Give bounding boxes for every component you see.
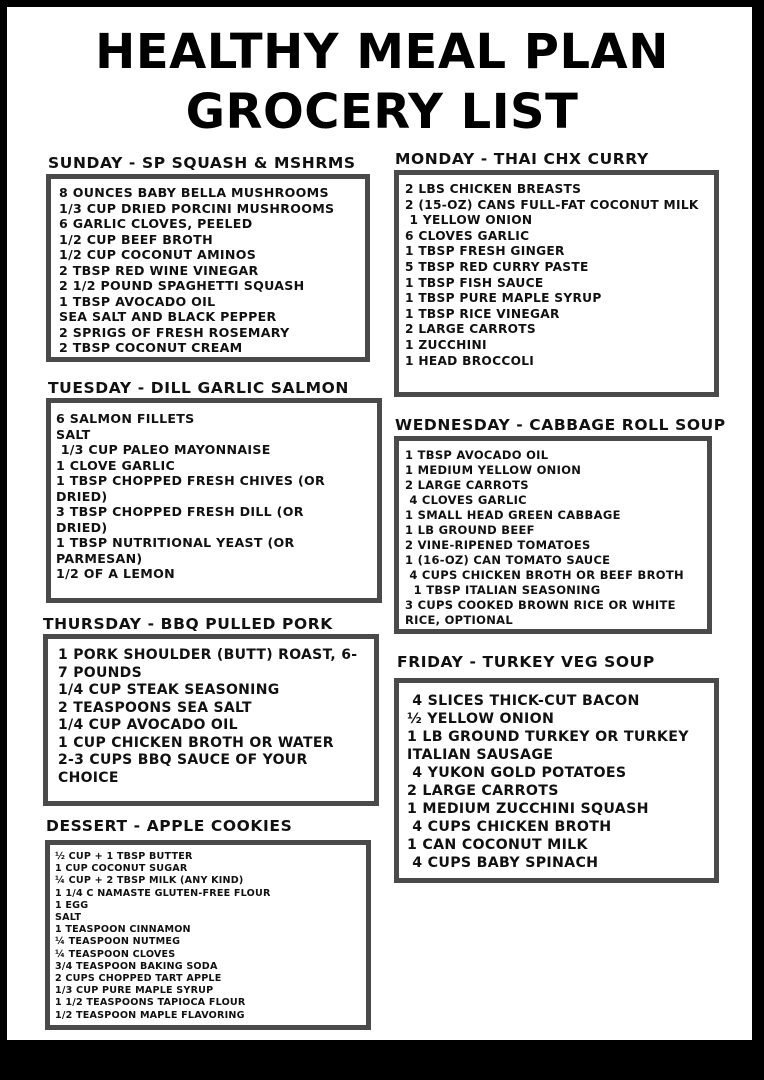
grocery-item: 6 GARLIC CLOVES, PEELED	[59, 216, 253, 231]
monday-items	[405, 182, 705, 369]
monday-heading: MONDAY - THAI CHX CURRY	[395, 150, 649, 168]
grocery-item: 4 CUPS CHICKEN BROTH OR BEEF BROTH	[405, 568, 684, 582]
grocery-item: ½ CUP + 1 TBSP BUTTER	[55, 851, 193, 862]
grocery-item: 1/3 CUP PALEO MAYONNAISE	[56, 442, 271, 457]
grocery-item: 1 YELLOW ONION	[405, 213, 533, 228]
grocery-item: 2 LARGE CARROTS	[405, 478, 529, 492]
friday-heading: FRIDAY - TURKEY VEG SOUP	[397, 653, 655, 671]
grocery-item: 1 TBSP CHOPPED FRESH CHIVES (OR DRIED)	[56, 473, 330, 504]
page-title-line-2: GROCERY LIST	[185, 84, 579, 140]
grocery-item: 4 CLOVES GARLIC	[405, 493, 527, 507]
grocery-item: 1 TBSP AVOCADO OIL	[59, 293, 216, 309]
sunday-list-box	[46, 174, 370, 362]
thursday-list-box	[43, 634, 379, 806]
monday-list-box	[394, 170, 719, 397]
grocery-item: 1 1/4 C NAMASTE GLUTEN-FREE FLOUR	[55, 887, 271, 899]
sunday-heading: SUNDAY - SP SQUASH & MSHRMS	[48, 154, 356, 172]
tuesday-list-box	[46, 398, 382, 603]
grocery-item: 2 LARGE CARROTS	[407, 783, 559, 799]
grocery-item: 2 TEASPOONS SEA SALT	[58, 699, 252, 716]
grocery-item: 6 SALMON FILLETS	[56, 411, 195, 426]
wednesday-list-box	[394, 436, 712, 634]
grocery-item: 1/4 CUP STEAK SEASONING	[58, 682, 280, 698]
grocery-item: 1 SMALL HEAD GREEN CABBAGE	[405, 508, 621, 522]
grocery-item: 1 LB GROUND TURKEY OR TURKEY ITALIAN SAUSAGE	[407, 729, 695, 763]
grocery-item: 1/2 CUP BEEF BROTH	[59, 231, 213, 247]
grocery-item: 4 CUPS BABY SPINACH	[407, 855, 599, 871]
grocery-item: 1/4 CUP AVOCADO OIL	[58, 717, 238, 733]
grocery-item: 8 OUNCES BABY BELLA MUSHROOMS	[59, 185, 329, 200]
grocery-item: 2 SPRIGS OF FRESH ROSEMARY	[59, 324, 290, 340]
grocery-item: 1 TBSP ITALIAN SEASONING	[405, 583, 601, 597]
sunday-items	[59, 185, 365, 356]
grocery-item: 1 LB GROUND BEEF	[405, 523, 535, 537]
grocery-item: 2 TBSP COCONUT CREAM	[59, 340, 243, 355]
wednesday-heading: WEDNESDAY - CABBAGE ROLL SOUP	[395, 416, 726, 434]
grocery-item: 1/2 CUP COCONUT AMINOS	[59, 247, 257, 262]
page-title-line-1: HEALTHY MEAL PLAN	[95, 24, 669, 80]
grocery-item: 3 CUPS COOKED BROWN RICE OR WHITE RICE, OPTIONAL	[405, 598, 681, 627]
grocery-item: 1 (16-OZ) CAN TOMATO SAUCE	[405, 553, 611, 567]
thursday-items	[58, 647, 358, 787]
friday-list-box	[394, 678, 719, 883]
grocery-item: 2 LBS CHICKEN BREASTS	[405, 182, 582, 196]
friday-items	[407, 692, 707, 872]
grocery-item: 1 PORK SHOULDER (BUTT) ROAST, 6-7 POUNDS	[58, 647, 358, 681]
grocery-item: ¼ CUP + 2 TBSP MILK (ANY KIND)	[55, 875, 244, 887]
grocery-item: 2 VINE-RIPENED TOMATOES	[405, 538, 591, 552]
grocery-item: 1 TBSP PURE MAPLE SYRUP	[405, 291, 602, 306]
grocery-item: SALT	[55, 912, 82, 924]
grocery-item: 1 TBSP FRESH GINGER	[405, 244, 565, 259]
grocery-item: 1 EGG	[55, 899, 89, 911]
grocery-item: 1/2 OF A LEMON	[56, 566, 175, 581]
grocery-item: 1/2 TEASPOON MAPLE FLAVORING	[55, 1009, 245, 1021]
wednesday-items	[405, 448, 705, 628]
grocery-item: 1 TBSP NUTRITIONAL YEAST (OR PARMESAN)	[56, 535, 300, 566]
grocery-item: 2-3 CUPS BBQ SAUCE OF YOUR CHOICE	[58, 752, 313, 786]
grocery-item: 1 MEDIUM ZUCCHINI SQUASH	[407, 801, 649, 817]
grocery-item: ½ YELLOW ONION	[407, 711, 555, 727]
grocery-item: 3/4 TEASPOON BAKING SODA	[55, 960, 218, 972]
grocery-item: 2 TBSP RED WINE VINEGAR	[59, 262, 259, 278]
grocery-item: 1 TEASPOON CINNAMON	[55, 924, 191, 936]
grocery-item: 2 (15-OZ) CANS FULL-FAT COCONUT MILK	[405, 197, 699, 212]
grocery-item: 4 SLICES THICK-CUT BACON	[407, 693, 640, 709]
tuesday-heading: TUESDAY - DILL GARLIC SALMON	[48, 379, 349, 397]
dessert-items	[55, 851, 366, 1022]
thursday-heading: THURSDAY - BBQ PULLED PORK	[43, 615, 333, 633]
grocery-item: 1 CAN COCONUT MILK	[407, 837, 588, 853]
grocery-item: 1/3 CUP PURE MAPLE SYRUP	[55, 985, 214, 997]
grocery-item: 1/3 CUP DRIED PORCINI MUSHROOMS	[59, 200, 335, 216]
grocery-item: ¼ TEASPOON NUTMEG	[55, 936, 181, 948]
grocery-item: 1 ZUCCHINI	[405, 337, 487, 352]
grocery-item: 1 CLOVE GARLIC	[56, 457, 176, 473]
grocery-item: 5 TBSP RED CURRY PASTE	[405, 259, 589, 274]
grocery-item: 1 TBSP FISH SAUCE	[405, 275, 544, 290]
grocery-item: 1 TBSP AVOCADO OIL	[405, 448, 549, 462]
dessert-list-box	[45, 840, 371, 1030]
grocery-item: 1 CUP CHICKEN BROTH OR WATER	[58, 734, 334, 751]
grocery-item: 6 CLOVES GARLIC	[405, 228, 530, 243]
grocery-item: 2 LARGE CARROTS	[405, 322, 536, 337]
grocery-item: SEA SALT AND BLACK PEPPER	[59, 309, 277, 324]
grocery-item: 1 TBSP RICE VINEGAR	[405, 306, 560, 321]
grocery-item: 2 CUPS CHOPPED TART APPLE	[55, 973, 222, 985]
dessert-heading: DESSERT - APPLE COOKIES	[46, 817, 293, 835]
grocery-item: 1 HEAD BROCCOLI	[405, 353, 535, 368]
grocery-item: SALT	[56, 426, 91, 442]
grocery-item: 4 CUPS CHICKEN BROTH	[407, 819, 612, 835]
grocery-item: 2 1/2 POUND SPAGHETTI SQUASH	[59, 278, 305, 293]
grocery-item: 4 YUKON GOLD POTATOES	[407, 765, 627, 781]
tuesday-items	[56, 411, 356, 582]
grocery-item: 1 MEDIUM YELLOW ONION	[405, 463, 582, 477]
grocery-item: 1 1/2 TEASPOONS TAPIOCA FLOUR	[55, 997, 246, 1009]
grocery-item: ¼ TEASPOON CLOVES	[55, 948, 176, 960]
grocery-item: 3 TBSP CHOPPED FRESH DILL (OR DRIED)	[56, 504, 309, 535]
grocery-item: 1 CUP COCONUT SUGAR	[55, 863, 188, 875]
